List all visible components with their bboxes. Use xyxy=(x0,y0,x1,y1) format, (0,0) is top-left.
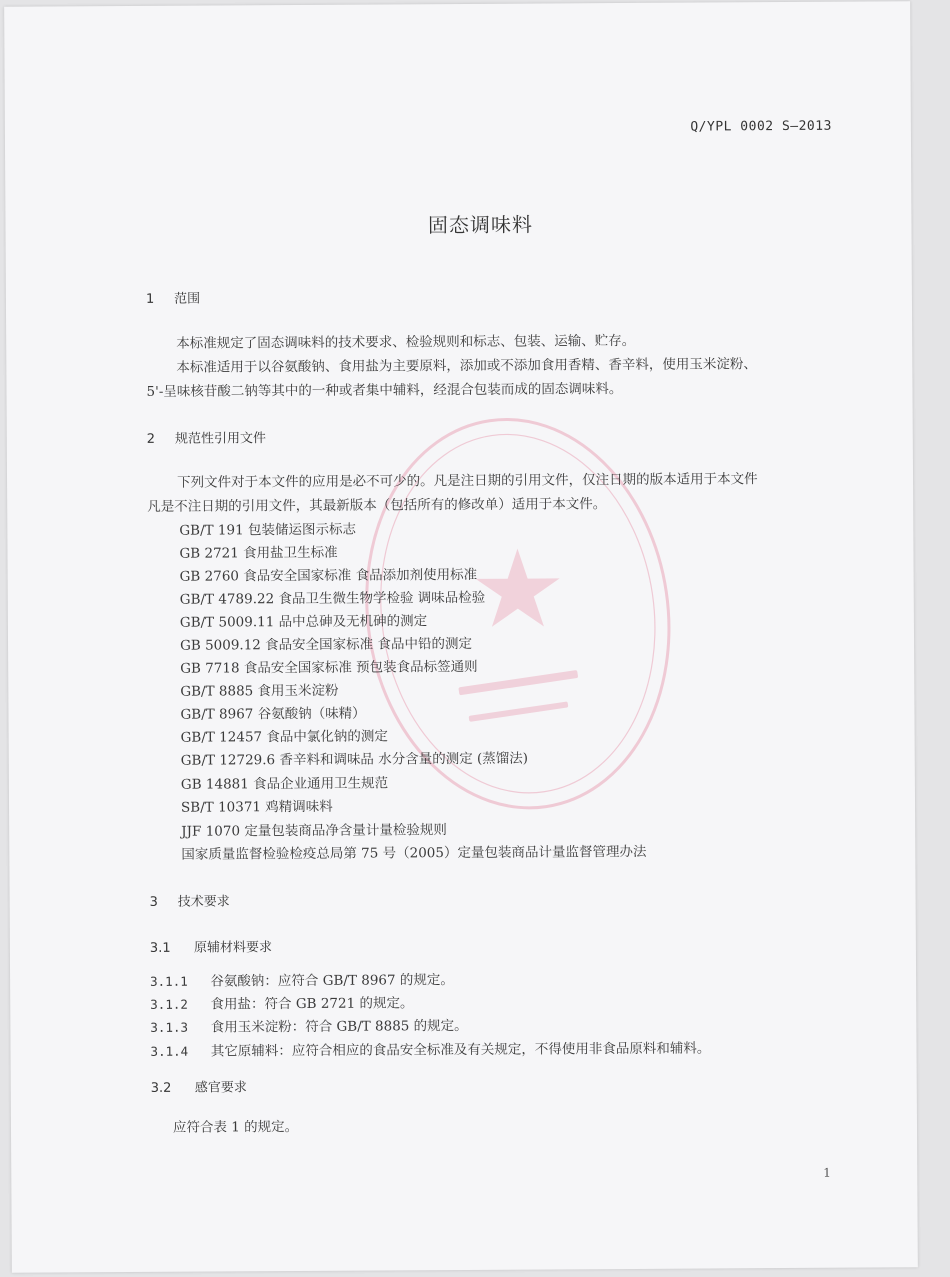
refs-intro-line-2: 凡是不注日期的引用文件，其最新版本（包括所有的修改单）适用于本文件。 xyxy=(147,496,607,515)
section-number: 1 xyxy=(145,291,155,307)
refs-intro-line-1: 下列文件对于本文件的应用是必不可少的。凡是注日期的引用文件，仅注日期的版本适用于本文件 xyxy=(177,471,758,491)
reference-item: GB 7718 食品安全国家标准 预包装食品标签通则 xyxy=(180,658,478,677)
reference-item: 国家质量监督检验检疫总局第 75 号（2005）定量包装商品计量监督管理办法 xyxy=(181,843,647,863)
clause-number: 3.1.3 xyxy=(150,1019,189,1035)
reference-item: GB/T 191 包装储运图示标志 xyxy=(179,521,357,539)
reference-item: SB/T 10371 鸡精调味料 xyxy=(180,798,333,816)
section-heading-2 xyxy=(147,427,266,447)
section-number: 3 xyxy=(149,894,158,910)
document-page xyxy=(4,1,918,1273)
section-number: 2 xyxy=(146,431,156,447)
section-title: 范围 xyxy=(174,291,201,307)
scope-paragraph-1: 本标准规定了固态调味料的技术要求、检验规则和标志、包装、运输、贮存。 xyxy=(176,332,636,352)
section-heading-3-1 xyxy=(150,936,272,956)
reference-item: GB 2760 食品安全国家标准 食品添加剂使用标准 xyxy=(179,566,478,585)
reference-item: GB/T 8967 谷氨酸钠（味精） xyxy=(180,705,366,723)
reference-item: GB/T 4789.22 食品卫生微生物学检验 调味品检验 xyxy=(179,589,486,608)
reference-item: GB 2721 食用盐卫生标准 xyxy=(179,544,338,562)
clause-number: 3.1.4 xyxy=(150,1043,189,1059)
reference-item: GB/T 12457 食品中氯化钠的测定 xyxy=(180,728,388,746)
section-number: 3.1 xyxy=(149,940,171,956)
reference-item: GB 14881 食品企业通用卫生规范 xyxy=(180,775,389,793)
clause-text: 食用盐：符合 GB 2721 的规定。 xyxy=(210,995,414,1013)
section-title: 原辅材料要求 xyxy=(193,940,273,956)
clause-item xyxy=(150,1014,467,1036)
reference-item: GB/T 12729.6 香辛料和调味品 水分含量的测定 (蒸馏法) xyxy=(180,750,529,769)
clause-item xyxy=(150,968,454,990)
clause-text: 其它原辅料：应符合相应的食品安全标准及有关规定，不得使用非食品原料和辅料。 xyxy=(210,1040,711,1060)
sensory-requirement-text: 应符合表 1 的规定。 xyxy=(172,1119,299,1136)
scope-paragraph-2-line-2: 5'-呈味核苷酸二钠等其中的一种或者集中辅料，经混合包装而成的固态调味料。 xyxy=(146,381,623,400)
document-number: Q/YPL 0002 S—2013 xyxy=(690,118,832,135)
scope-paragraph-2-line-1: 本标准适用于以谷氨酸钠、食用盐为主要原料，添加或不添加食用香精、香辛料，使用玉米淀粉、 xyxy=(176,356,757,376)
clause-text: 谷氨酸钠：应符合 GB/T 8967 的规定。 xyxy=(210,972,454,990)
section-title: 规范性引用文件 xyxy=(174,431,266,447)
clause-number: 3.1.1 xyxy=(150,973,188,989)
clause-text: 食用玉米淀粉：符合 GB/T 8885 的规定。 xyxy=(210,1017,468,1036)
section-number: 3.2 xyxy=(150,1080,172,1096)
section-heading-3-2 xyxy=(151,1076,247,1096)
section-title: 感官要求 xyxy=(194,1080,247,1096)
reference-item: GB/T 5009.11 品中总砷及无机砷的测定 xyxy=(179,613,428,631)
section-heading-1 xyxy=(146,288,200,307)
reference-item: GB/T 8885 食用玉米淀粉 xyxy=(180,682,339,700)
clause-item xyxy=(150,991,413,1013)
page-number: 1 xyxy=(823,1165,831,1180)
reference-item: JJF 1070 定量包装商品净含量计量检验规则 xyxy=(181,822,447,840)
reference-item: GB 5009.12 食品安全国家标准 食品中铅的测定 xyxy=(179,635,472,654)
clause-number: 3.1.2 xyxy=(150,996,188,1012)
clause-item xyxy=(150,1036,710,1059)
section-title: 技术要求 xyxy=(177,894,230,910)
document-title: 固态调味料 xyxy=(427,212,534,238)
section-heading-3 xyxy=(150,890,230,909)
